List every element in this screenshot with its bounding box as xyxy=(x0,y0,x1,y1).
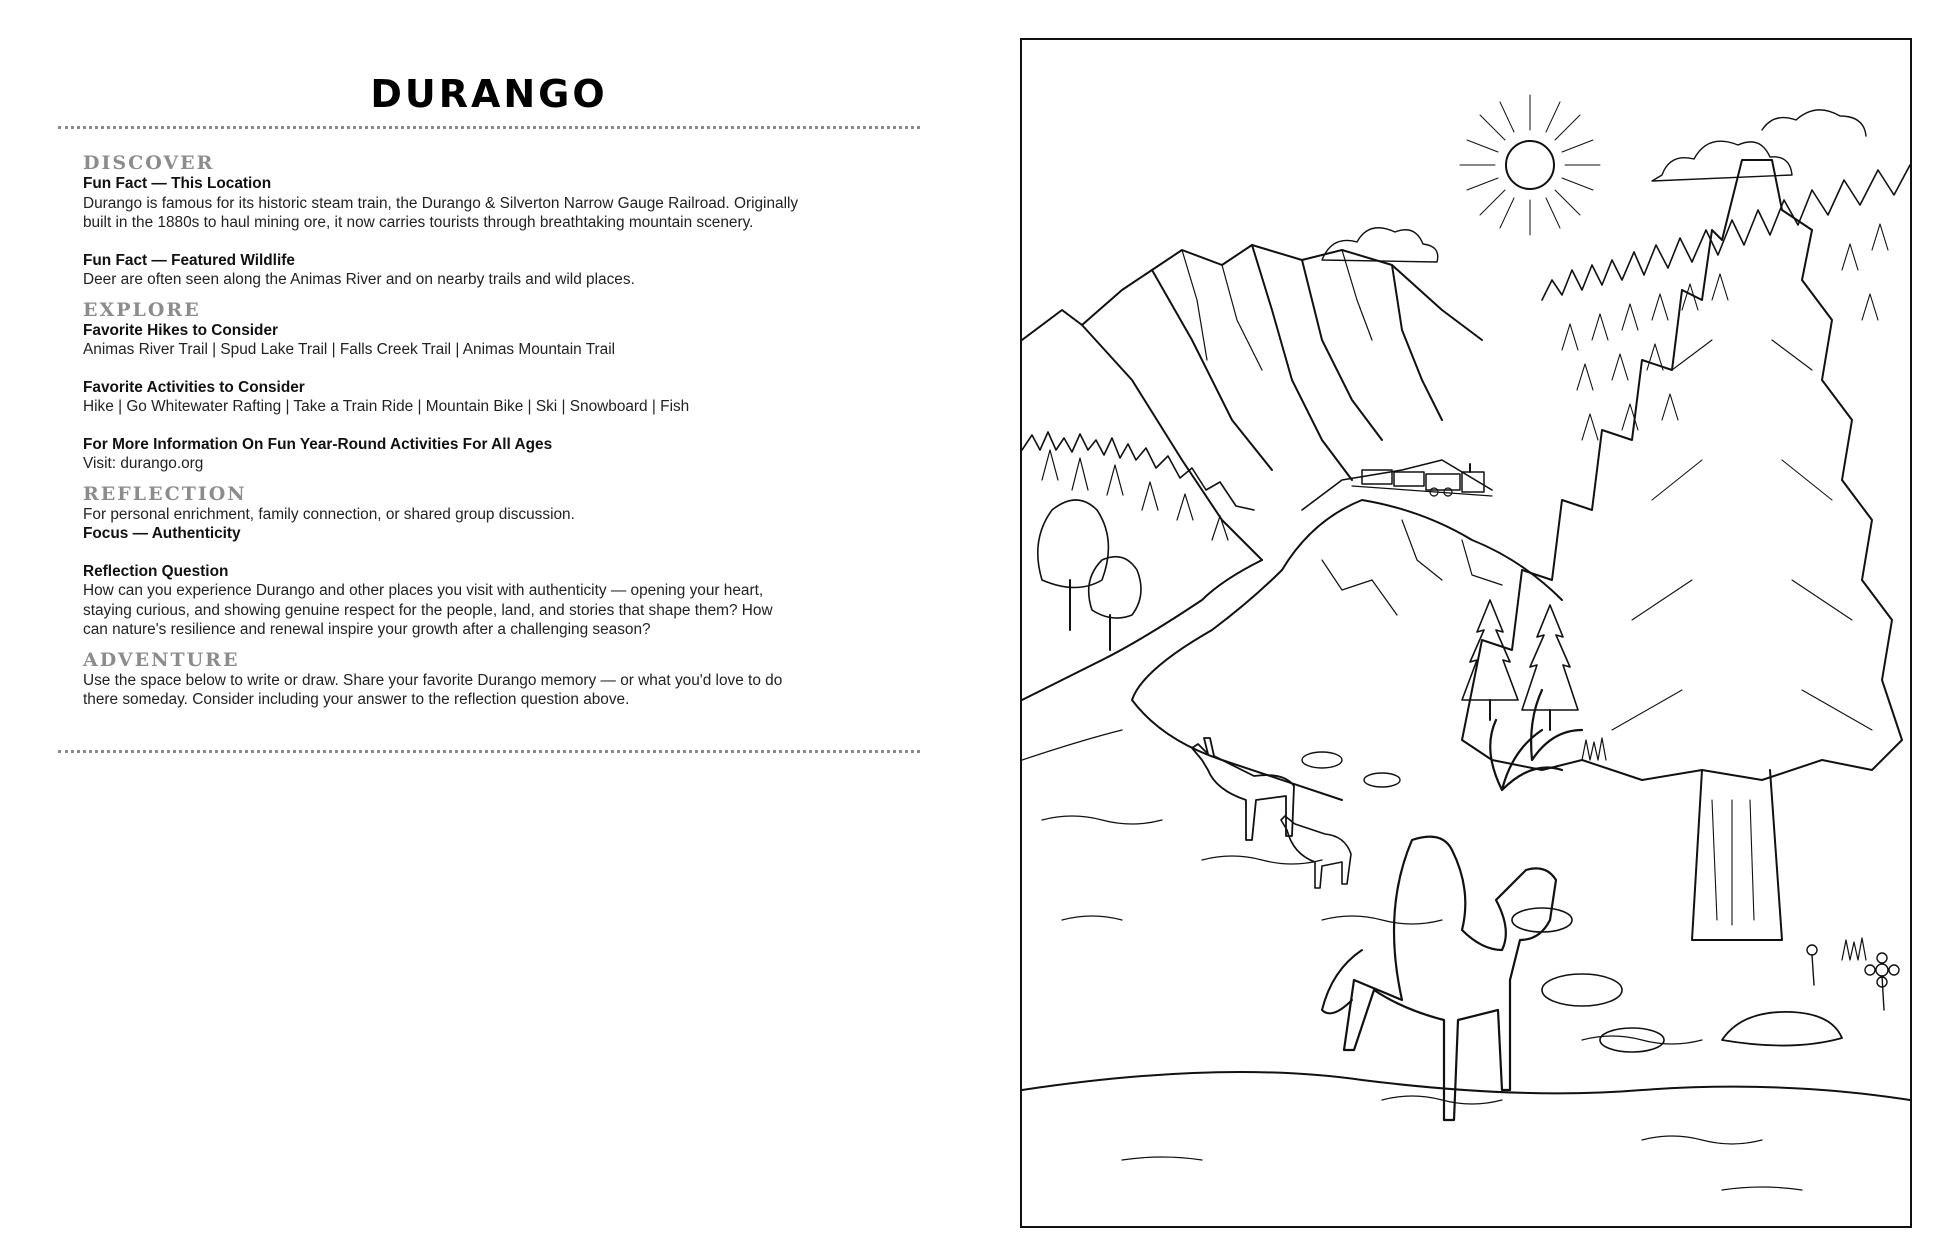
sun-icon xyxy=(1460,95,1600,235)
flower-icon xyxy=(1807,945,1899,1010)
fun-fact-wildlife-title: Fun Fact — Featured Wildlife xyxy=(83,251,295,269)
page-title: DURANGO xyxy=(370,72,608,116)
coloring-page-illustration xyxy=(1020,38,1912,1228)
hikes-text: Animas River Trail | Spud Lake Trail | Falls Creek Trail | Animas Mountain Trail xyxy=(83,341,616,358)
adventure-line2: there someday. Consider including your answer to the reflection question above. xyxy=(83,691,630,708)
more-info-text: Visit: durango.org xyxy=(83,455,204,472)
activities-title: Favorite Activities to Consider xyxy=(83,378,305,396)
reflection-question-line3: can nature's resilience and renewal inspire your growth after a challenging season? xyxy=(83,621,651,638)
fun-fact-location-line1: Durango is famous for its historic steam train, the Durango & Silverton Narrow Gauge Railroad. Originally xyxy=(83,194,799,212)
train-icon xyxy=(1352,464,1492,496)
reflection-intro: For personal enrichment, family connection, or shared group discussion. xyxy=(83,505,575,523)
section-heading-discover: DISCOVER xyxy=(83,152,215,174)
pine-tree-icon xyxy=(1462,160,1902,940)
bottom-divider xyxy=(58,750,920,753)
reflection-question-line2: staying curious, and showing genuine respect for the people, land, and stories that shape them? How xyxy=(83,601,773,619)
fun-fact-location-line2: built in the 1880s to haul mining ore, it now carries tourists through breathtaking mountain scenery. xyxy=(83,214,754,231)
section-heading-reflection: REFLECTION xyxy=(83,482,247,505)
top-divider xyxy=(58,126,920,129)
adventure-line1: Use the space below to write or draw. Share your favorite Durango memory — or what you'd love to do xyxy=(83,671,783,689)
section-heading-explore: EXPLORE xyxy=(83,298,201,321)
reflection-question-title: Reflection Question xyxy=(83,562,229,580)
fun-fact-location-title: Fun Fact — This Location xyxy=(83,175,272,192)
activities-text: Hike | Go Whitewater Rafting | Take a Train Ride | Mountain Bike | Ski | Snowboard | Fish xyxy=(83,398,690,415)
content-body xyxy=(83,152,895,710)
section-heading-adventure: ADVENTURE xyxy=(83,648,240,671)
reflection-focus: Focus — Authenticity xyxy=(83,525,241,542)
reflection-question-line1: How can you experience Durango and other places you visit with authenticity — opening your heart, xyxy=(83,582,764,599)
deer-icon xyxy=(1192,690,1582,1120)
fun-fact-wildlife-text: Deer are often seen along the Animas River and on nearby trails and wild places. xyxy=(83,271,635,288)
hikes-title: Favorite Hikes to Consider xyxy=(83,321,278,339)
more-info-title: For More Information On Fun Year-Round Activities For All Ages xyxy=(83,435,553,453)
